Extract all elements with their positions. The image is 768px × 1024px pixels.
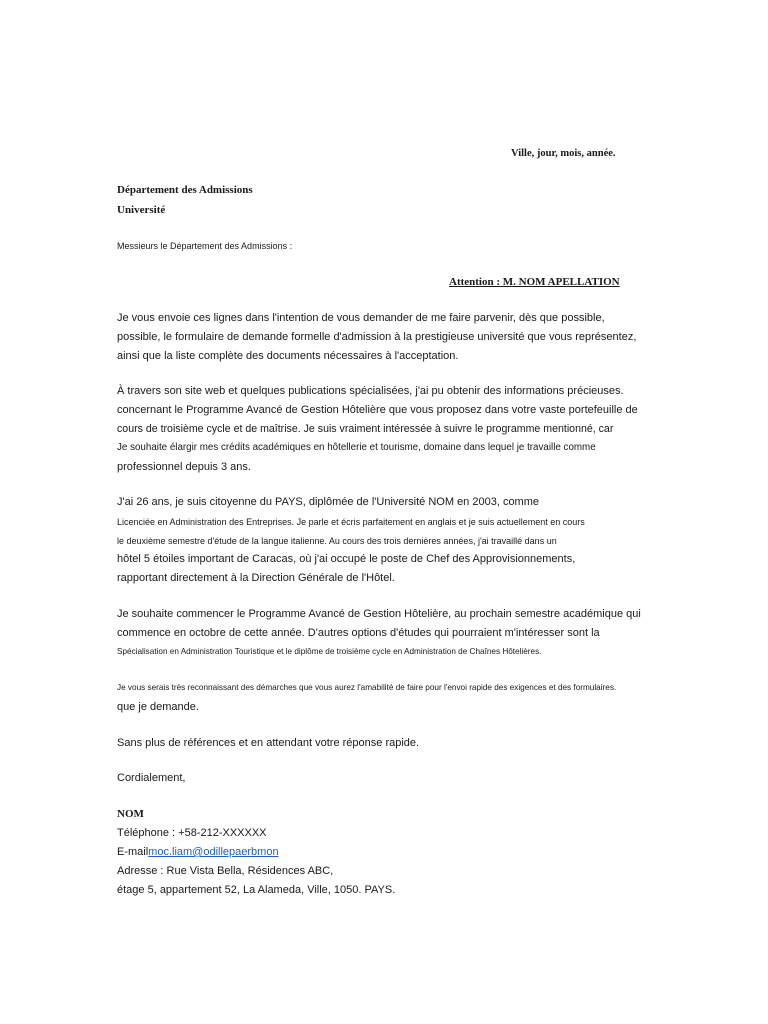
paragraph-2-line: cours de troisième cycle et de maîtrise. Je suis vraiment intéressée à suivre le programme mentionné, car	[117, 423, 614, 435]
paragraph-2-line: À travers son site web et quelques publications spécialisées, j'ai pu obtenir des informations précieuses.	[117, 385, 624, 397]
address-line-1: Adresse : Rue Vista Bella, Résidences ABC,	[117, 865, 334, 877]
paragraph-4-line: Spécialisation en Administration Touristique et le diplôme de troisième cycle en Administration de Chaînes Hôtelières.	[117, 647, 542, 656]
paragraph-1-line: Je vous envoie ces lignes dans l'intention de vous demander de me faire parvenir, dès que possible,	[117, 312, 605, 324]
paragraph-1-line: possible, le formulaire de demande formelle d'admission à la prestigieuse université que vous représentez,	[117, 331, 637, 343]
paragraph-2-line: professionnel depuis 3 ans.	[117, 461, 251, 473]
paragraph-2-line: concernant le Programme Avancé de Gestion Hôtelière que vous proposez dans votre vaste portefeuille de	[117, 404, 638, 416]
phone-line: Téléphone : +58-212-XXXXXX	[117, 827, 267, 839]
paragraph-3-line: J'ai 26 ans, je suis citoyenne du PAYS, diplômée de l'Université NOM en 2003, comme	[117, 496, 540, 508]
paragraph-3-line: le deuxième semestre d'étude de la langue italienne. Au cours des trois dernières années, j'ai travaillé dans un	[117, 536, 557, 546]
email-line	[117, 845, 285, 859]
paragraph-1-line: ainsi que la liste complète des documents nécessaires à l'acceptation.	[117, 350, 459, 362]
email-label: E-mail	[117, 846, 149, 858]
recipient-university: Université	[117, 204, 166, 216]
paragraph-4-line: commence en octobre de cette année. D'autres options d'études qui pourraient m'intéresser sont la	[117, 627, 600, 639]
paragraph-6: Sans plus de références et en attendant votre réponse rapide.	[117, 737, 420, 749]
address-line-2: étage 5, appartement 52, La Alameda, Ville, 1050. PAYS.	[117, 884, 396, 896]
paragraph-5-line: Je vous serais très reconnaissant des démarches que vous aurez l'amabilité de faire pour l'envoi rapide des exigences et des formulaires.	[117, 683, 617, 692]
paragraph-3-line: rapportant directement à la Direction Générale de l'Hôtel.	[117, 572, 395, 584]
paragraph-3-line: hôtel 5 étoiles important de Caracas, où j'ai occupé le poste de Chef des Approvisionnements,	[117, 553, 576, 565]
paragraph-2-line: Je souhaite élargir mes crédits académiques en hôtellerie et tourisme, domaine dans lequel je travaille comme	[117, 442, 596, 453]
salutation: Messieurs le Département des Admissions :	[117, 241, 293, 251]
attention-line: Attention : M. NOM APELLATION	[449, 276, 620, 288]
paragraph-3-line: Licenciée en Administration des Entreprises. Je parle et écris parfaitement en anglais et je suis actuellement en cours	[117, 517, 585, 527]
paragraph-4-line: Je souhaite commencer le Programme Avancé de Gestion Hôtelière, au prochain semestre académique qui	[117, 608, 641, 620]
email-link[interactable]: moc.liam@odillepaerbmon	[148, 846, 279, 858]
recipient-department: Département des Admissions	[117, 184, 253, 196]
closing: Cordialement,	[117, 772, 186, 784]
date-line: Ville, jour, mois, année.	[511, 148, 616, 159]
paragraph-5-line: que je demande.	[117, 701, 199, 713]
signature-name: NOM	[117, 808, 144, 820]
